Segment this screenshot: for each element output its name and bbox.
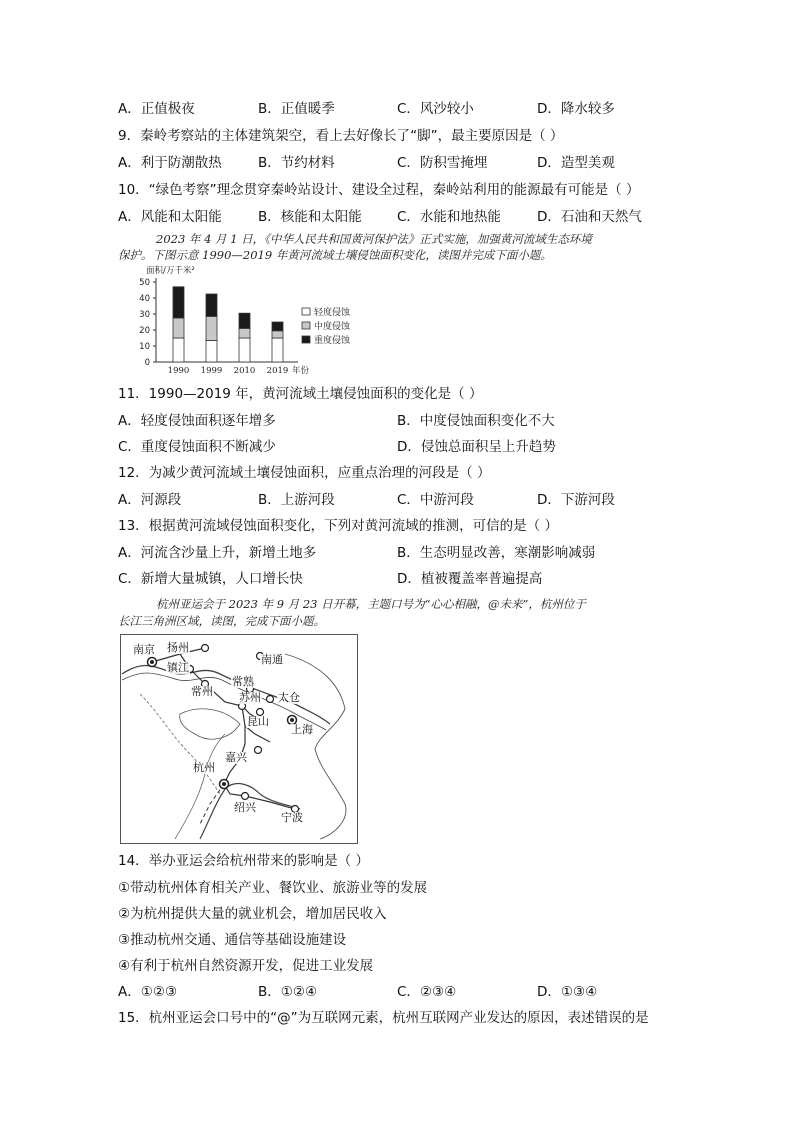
legend-swatch-轻度侵蚀 xyxy=(302,308,310,315)
q11-stem: 11．1990—2019 年，黄河流域土壤侵蚀面积的变化是（ ） xyxy=(118,386,483,402)
bar-2010-中度侵蚀 xyxy=(239,328,250,338)
erosion-bar-chart xyxy=(120,264,420,382)
map-label-taicang: 太仓 xyxy=(278,691,300,704)
q12-option-c: C．中游河段 xyxy=(397,492,474,508)
q12-option-b: B．上游河段 xyxy=(258,492,335,508)
q15-stem: 15．杭州亚运会口号中的“@”为互联网元素，杭州互联网产业发达的原因，表述错误的是 xyxy=(118,1010,649,1026)
q13-option-a: A．河流含沙量上升，新增土地多 xyxy=(118,545,317,561)
map-label-nantong: 南通 xyxy=(261,653,283,666)
q9-option-a: A．利于防潮散热 xyxy=(118,155,222,171)
passage2-line2: 长江三角洲区域，读图，完成下面小题。 xyxy=(118,614,325,628)
q14-option-c: C．②③④ xyxy=(397,984,457,1000)
bar-1999-重度侵蚀 xyxy=(206,294,217,316)
map-label-yangzhou: 扬州 xyxy=(167,641,189,654)
legend-label: 重度侵蚀 xyxy=(314,336,351,346)
map-label-shanghai: 上海 xyxy=(291,723,313,736)
q12-option-a: A．河源段 xyxy=(118,492,182,508)
yangtze-delta-map xyxy=(120,634,360,846)
q10-option-b: B．核能和太阳能 xyxy=(258,209,362,225)
q8-option-b: B．正值暖季 xyxy=(258,101,335,117)
map-label-shaoxing: 绍兴 xyxy=(234,801,256,814)
passage1-line1: 2023 年 4 月 1 日，《中华人民共和国黄河保护法》正式实施，加强黄河流域生态环境 xyxy=(156,232,592,246)
q10-option-a: A．风能和太阳能 xyxy=(118,209,222,225)
q9-option-b: B．节约材料 xyxy=(258,155,335,171)
q14-item-1: ①带动杭州体育相关产业、餐饮业、旅游业等的发展 xyxy=(118,880,428,896)
y-tick-label: 20 xyxy=(139,326,150,336)
map-label-nanjing: 南京 xyxy=(133,643,155,656)
x-tick-label: 1990 xyxy=(167,366,190,376)
bar-2010-重度侵蚀 xyxy=(239,313,250,328)
bar-1999-轻度侵蚀 xyxy=(206,340,217,362)
legend-swatch-重度侵蚀 xyxy=(302,336,310,343)
q14-item-4: ④有利于杭州自然资源开发，促进工业发展 xyxy=(118,958,374,974)
legend-label: 轻度侵蚀 xyxy=(314,308,351,318)
x-tick-label: 2019 xyxy=(266,366,289,376)
map-label-jiaxing: 嘉兴 xyxy=(225,751,247,764)
q9-option-c: C．防积雪掩埋 xyxy=(397,155,488,171)
q14-option-d: D．①③④ xyxy=(537,984,598,1000)
y-tick-label: 0 xyxy=(144,358,150,368)
map-label-changzhou: 常州 xyxy=(191,685,213,698)
passage2-line1: 杭州亚运会于 2023 年 9 月 23 日开幕，主题口号为“心心相融，@未来”，杭州位于 xyxy=(156,597,586,611)
y-tick-label: 50 xyxy=(139,278,150,288)
q8-option-c: C．风沙较小 xyxy=(397,101,474,117)
legend-label: 中度侵蚀 xyxy=(314,322,351,332)
map-label-kunshan: 昆山 xyxy=(247,715,269,728)
x-tick-label: 2010 xyxy=(233,366,256,376)
bar-1990-轻度侵蚀 xyxy=(173,338,184,362)
map-label-suzhou: 苏州 xyxy=(239,691,261,704)
q11-option-a: A．轻度侵蚀面积逐年增多 xyxy=(118,413,276,429)
q12-stem: 12．为减少黄河流域土壤侵蚀面积，应重点治理的河段是（ ） xyxy=(118,465,491,481)
bar-2010-轻度侵蚀 xyxy=(239,338,250,362)
q14-item-3: ③推动杭州交通、通信等基础设施建设 xyxy=(118,932,347,948)
y-tick-label: 10 xyxy=(139,342,150,352)
q11-option-d: D．侵蚀总面积呈上升趋势 xyxy=(397,439,556,455)
q13-option-b: B．生态明显改善，寒潮影响减弱 xyxy=(397,545,596,561)
q11-option-b: B．中度侵蚀面积变化不大 xyxy=(397,413,555,429)
bar-2019-重度侵蚀 xyxy=(272,322,283,331)
q9-option-d: D．造型美观 xyxy=(537,155,615,171)
map-label-zhenjiang: 镇江 xyxy=(167,661,189,674)
bar-2019-中度侵蚀 xyxy=(272,331,283,338)
q14-stem: 14．举办亚运会给杭州带来的影响是（ ） xyxy=(118,853,369,869)
q14-option-b: B．①②④ xyxy=(258,984,318,1000)
x-tick-label: 1999 xyxy=(200,366,223,376)
q11-option-c: C．重度侵蚀面积不断减少 xyxy=(118,439,276,455)
q10-option-c: C．水能和地热能 xyxy=(397,209,501,225)
q14-option-a: A．①②③ xyxy=(118,984,178,1000)
y-tick-label: 40 xyxy=(139,294,150,304)
q10-option-d: D．石油和天然气 xyxy=(537,209,642,225)
q8-option-d: D．降水较多 xyxy=(537,101,615,117)
q9-stem: 9．秦岭考察站的主体建筑架空，看上去好像长了“脚”，最主要原因是（ ） xyxy=(118,128,564,144)
map-label-hangzhou: 杭州 xyxy=(193,761,215,774)
q13-stem: 13．根据黄河流域侵蚀面积变化，下列对黄河流域的推测，可信的是（ ） xyxy=(118,518,558,534)
bar-2019-轻度侵蚀 xyxy=(272,338,283,362)
q12-option-d: D．下游河段 xyxy=(537,492,615,508)
passage1-line2: 保护。下图示意 1990—2019 年黄河流域土壤侵蚀面积变化，读图并完成下面小题。 xyxy=(118,248,552,262)
bar-1990-中度侵蚀 xyxy=(173,318,184,338)
q13-option-c: C．新增大量城镇，人口增长快 xyxy=(118,571,303,587)
map-label-ningbo: 宁波 xyxy=(281,811,303,824)
y-axis-label: 面积/万千米² xyxy=(146,266,195,276)
q8-option-a: A．正值极夜 xyxy=(118,101,195,117)
bar-1999-中度侵蚀 xyxy=(206,316,217,340)
x-axis-label: 年份 xyxy=(292,366,310,376)
q10-stem: 10．“绿色考察”理念贯穿秦岭站设计、建设全过程，秦岭站利用的能源最有可能是（ ） xyxy=(118,182,640,198)
q14-item-2: ②为杭州提供大量的就业机会，增加居民收入 xyxy=(118,906,387,922)
q13-option-d: D．植被覆盖率普遍提高 xyxy=(397,571,543,587)
y-tick-label: 30 xyxy=(139,310,150,320)
bar-1990-重度侵蚀 xyxy=(173,287,184,318)
map-label-changshu: 常熟 xyxy=(232,675,254,688)
legend-swatch-中度侵蚀 xyxy=(302,322,310,329)
